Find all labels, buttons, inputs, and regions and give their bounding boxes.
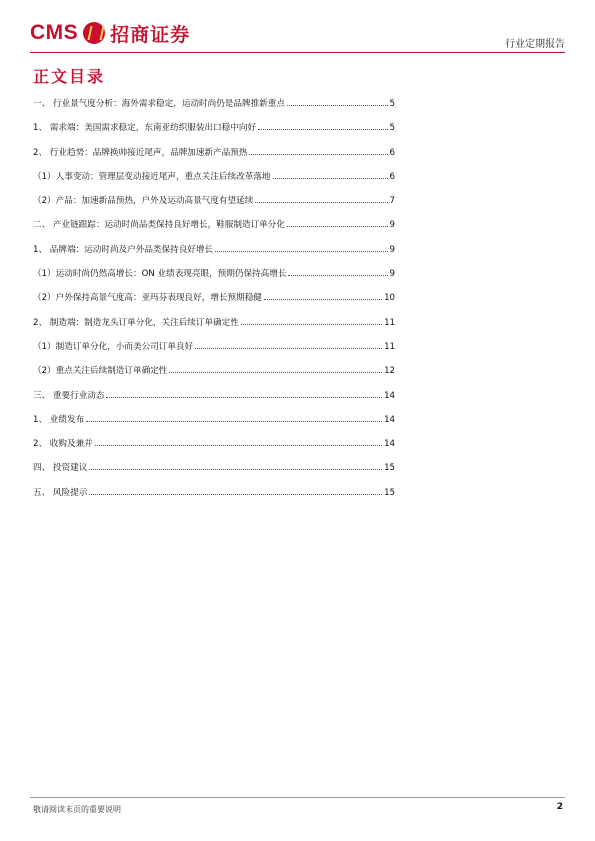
toc-entry-page: 14	[384, 390, 395, 401]
page-header	[30, 18, 565, 50]
toc-entry-page: 10	[384, 293, 395, 304]
toc-entry-page: 6	[389, 147, 395, 158]
toc-dot-leader	[249, 154, 387, 155]
toc-dot-leader	[288, 275, 387, 276]
toc-entry-page: 14	[384, 439, 395, 450]
logo-chinese-text: 招商证券	[110, 23, 191, 46]
toc-entry-text: （2）重点关注后续制造订单确定性	[33, 366, 168, 377]
footer-divider	[30, 797, 565, 798]
toc-entry-text: 2、 行业趋势：品牌换帅接近尾声，品牌加速新产品预热	[33, 147, 248, 158]
logo-seal-icon	[83, 22, 105, 44]
toc-entry-page: 12	[384, 366, 395, 377]
toc-entry[interactable]	[33, 97, 395, 121]
toc-entry-text: 1、 需求端：美国需求稳定，东南亚纺织服装出口稳中向好	[33, 123, 257, 134]
toc-entry-text: （1）运动时尚仍然高增长：ON 业绩表现亮眼，预期仍保持高增长	[33, 269, 287, 280]
toc-entry-page: 11	[384, 317, 395, 328]
toc-entry-text: 三、 重要行业动态	[33, 390, 105, 401]
toc-entry[interactable]	[33, 461, 395, 485]
toc-entry[interactable]	[33, 218, 395, 242]
toc-entry-page: 9	[389, 269, 395, 280]
toc-entry-text: （2）产品：加速新品预热，户外及运动高景气度有望延续	[33, 196, 254, 207]
toc-entry-page: 14	[384, 414, 395, 425]
toc-entry-page: 6	[389, 171, 395, 182]
toc-entry[interactable]	[33, 340, 395, 364]
toc-entry-text: 2、 制造端：制造龙头订单分化，关注后续订单确定性	[33, 317, 239, 328]
toc-entry-page: 11	[384, 341, 395, 352]
toc-entry-text: 1、 品牌端：运动时尚及户外品类保持良好增长	[33, 244, 214, 255]
toc-entry[interactable]	[33, 437, 395, 461]
toc-entry-text: 1、 业绩发布	[33, 414, 85, 425]
toc-entry[interactable]	[33, 486, 395, 510]
toc-dot-leader	[106, 397, 382, 398]
toc-entry[interactable]	[33, 291, 395, 315]
header-divider	[30, 52, 565, 53]
toc-entry-text: 2、 收购及兼并	[33, 439, 93, 450]
toc-entry[interactable]	[33, 170, 395, 194]
footer-note: 敬请阅读末页的重要说明	[33, 805, 121, 814]
toc-dot-leader	[264, 299, 382, 300]
toc-dot-leader	[258, 129, 387, 130]
toc-entry[interactable]	[33, 316, 395, 340]
toc-dot-leader	[241, 324, 382, 325]
toc-entry-page: 9	[389, 220, 395, 231]
toc-entry-text: 二、 产业链跟踪：运动时尚品类保持良好增长，鞋服制造订单分化	[33, 220, 285, 231]
toc-entry-page: 15	[384, 487, 395, 498]
toc-entry-text: （2）户外保持高景气度高：亚玛芬表现良好，增长预期稳健	[33, 293, 262, 304]
toc-entry-text: 一、 行业景气度分析：海外需求稳定，运动时尚仍是品牌推新重点	[33, 99, 285, 109]
page-number: 2	[556, 802, 563, 812]
toc-dot-leader	[195, 348, 382, 349]
toc-entry-text: （1）制造订单分化，小而美公司订单良好	[33, 341, 194, 352]
toc-entry-page: 7	[389, 196, 395, 207]
toc-entry-page: 9	[389, 244, 395, 255]
toc-dot-leader	[273, 178, 388, 179]
toc-entry-page: 5	[389, 99, 395, 109]
toc-dot-leader	[169, 372, 382, 373]
logo-latin-text: CMS	[30, 21, 79, 44]
toc-dot-leader	[255, 202, 387, 203]
toc-title: 正文目录	[33, 67, 106, 86]
toc-entry-page: 5	[389, 123, 395, 134]
toc-entry[interactable]	[33, 194, 395, 218]
toc-entry[interactable]	[33, 389, 395, 413]
toc-entry[interactable]	[33, 364, 395, 388]
toc-dot-leader	[95, 445, 382, 446]
toc-entry[interactable]	[33, 267, 395, 291]
toc-dot-leader	[215, 251, 387, 252]
toc-dot-leader	[89, 469, 382, 470]
toc-dot-leader	[89, 494, 382, 495]
table-of-contents	[33, 97, 395, 510]
toc-entry-text: 五、 风险提示	[33, 487, 88, 498]
toc-entry[interactable]	[33, 243, 395, 267]
report-type-label: 行业定期报告	[505, 39, 565, 50]
toc-entry[interactable]	[33, 121, 395, 145]
toc-dot-leader	[287, 226, 388, 227]
toc-entry-text: 四、 投资建议	[33, 463, 88, 474]
cms-logo	[30, 18, 190, 48]
toc-entry-page: 15	[384, 463, 395, 474]
toc-entry-text: （1）人事变动：管理层变动接近尾声，重点关注后续改革落地	[33, 171, 271, 182]
toc-dot-leader	[86, 421, 382, 422]
toc-entry[interactable]	[33, 413, 395, 437]
toc-dot-leader	[287, 105, 388, 106]
toc-entry[interactable]	[33, 146, 395, 170]
